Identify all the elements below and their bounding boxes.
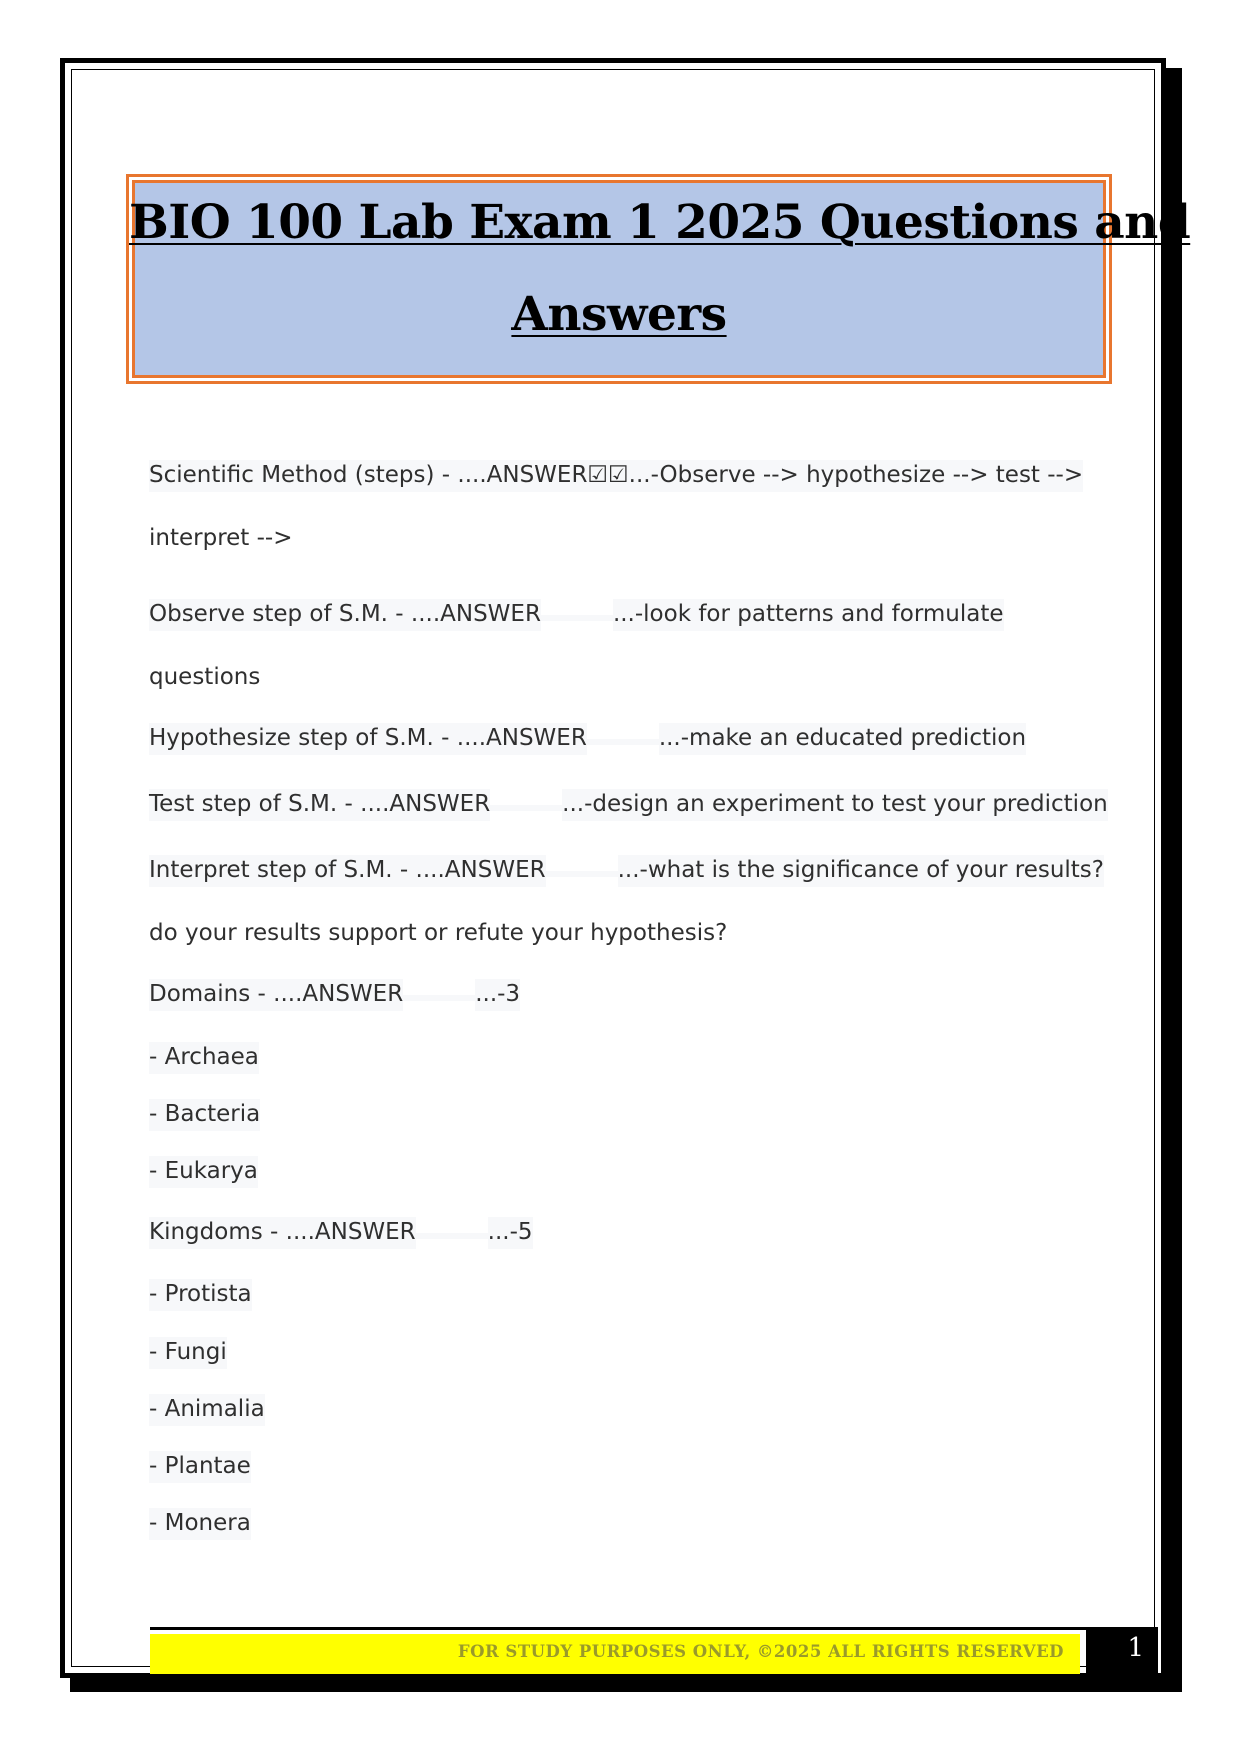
content-line (149, 601, 1004, 627)
question-text: do your results support or refute your hypothesis? (149, 920, 728, 946)
list-item: - Monera (149, 1508, 251, 1540)
content-line (149, 1044, 259, 1070)
list-item: - Bacteria (149, 1099, 260, 1131)
content-line (149, 791, 1108, 817)
content-line (149, 462, 1083, 488)
footer-band (150, 1634, 1080, 1674)
list-item: - Eukarya (149, 1156, 258, 1188)
footer-rule (150, 1627, 1086, 1630)
list-item: - Protista (149, 1279, 252, 1311)
question-text: Scientific Method (steps) - ....ANSWER☑☑...-Observe --> hypothesize --> test --> (149, 460, 1083, 492)
answer-text: ...-5 (488, 1217, 533, 1249)
content-line (149, 920, 727, 946)
content-line (149, 1281, 252, 1307)
list-item: - Plantae (149, 1451, 251, 1483)
answer-text: ...-what is the significance of your results? (618, 855, 1104, 887)
answer-text: ...-look for patterns and formulate (613, 599, 1004, 631)
question-text: Interpret step of S.M. - ....ANSWER (149, 855, 546, 887)
question-text: Kingdoms - ....ANSWER (149, 1217, 416, 1249)
title-box (126, 174, 1191, 384)
content-line (149, 1510, 251, 1536)
page-number: 1 (1086, 1627, 1158, 1677)
content-line (149, 1453, 251, 1479)
question-text: questions (149, 664, 261, 690)
answer-text: ...-3 (475, 979, 520, 1011)
question-text: Hypothesize step of S.M. - ....ANSWER (149, 723, 587, 755)
list-item: - Animalia (149, 1394, 265, 1426)
question-text: Domains - ....ANSWER (149, 979, 403, 1011)
content-line (149, 857, 1104, 883)
list-item: - Fungi (149, 1337, 227, 1369)
question-text: interpret --> (149, 525, 293, 551)
document-title-line-1: BIO 100 Lab Exam 1 2025 Questions and (129, 195, 1191, 250)
content-line (149, 525, 293, 551)
question-text: Observe step of S.M. - ....ANSWER (149, 599, 541, 631)
content-line (149, 981, 520, 1007)
document-title-line-2: Answers (511, 287, 727, 342)
content-line (149, 1396, 265, 1422)
question-text: Test step of S.M. - ....ANSWER (149, 789, 490, 821)
content-line (149, 1219, 533, 1245)
list-item: - Archaea (149, 1042, 259, 1074)
content-line (149, 1339, 227, 1365)
answer-text: ...-make an educated prediction (659, 723, 1026, 755)
content-line (149, 725, 1026, 751)
answer-text: ...-design an experiment to test your prediction (562, 789, 1108, 821)
content-line (149, 1101, 260, 1127)
footer-notice: FOR STUDY PURPOSES ONLY, ©2025 ALL RIGHTS RESERVED (457, 1642, 1064, 1661)
content-line (149, 1158, 258, 1184)
content-line (149, 664, 260, 690)
